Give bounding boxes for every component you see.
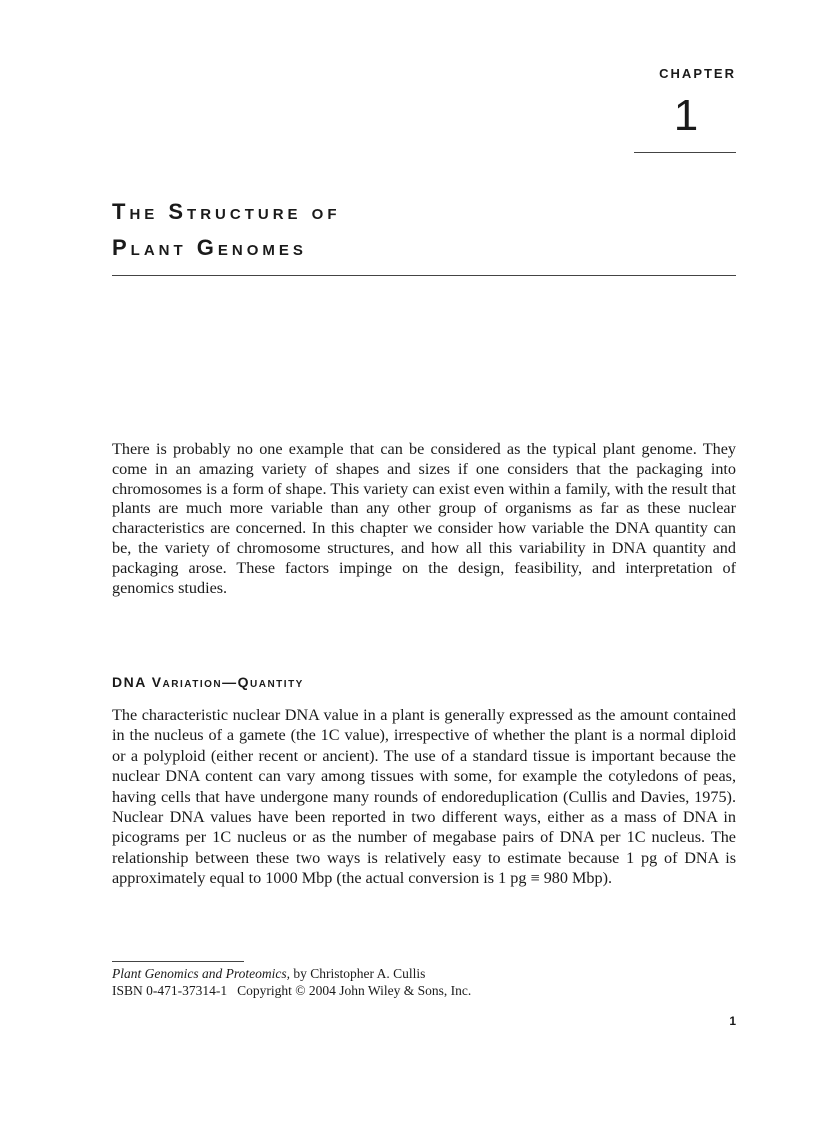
footnote-copyright: Copyright © 2004 John Wiley & Sons, Inc. [237,983,472,998]
chapter-title [112,194,341,266]
footnote-line-1 [112,965,736,982]
intro-paragraph: There is probably no one example that can be considered as the typical plant genome. They come in an amazing variety of shapes and sizes if one considers that the packaging into chromosomes is a form of shape. This variety can exist even within a family, with the result that plants are much more variable than any other group of organisms as far as these nuclear characteristics are concerned. In this chapter we consider how variable the DNA quantity can be, the variety of chromosome structures, and how all this variability in DNA quantity and packaging arose. These factors impinge on the design, feasibility, and interpretation of genomics studies. [112,440,736,597]
chapter-title-line-1: The Structure of [112,199,341,224]
chapter-title-line-2: Plant Genomes [112,235,307,260]
footnote-author: by Christopher A. Cullis [293,966,426,981]
chapter-label: CHAPTER [659,66,736,81]
footnote-rule [112,961,244,962]
chapter-number: 1 [673,91,699,140]
page-number: 1 [729,1014,736,1028]
footnote [112,965,736,999]
footnote-isbn: ISBN 0-471-37314-1 [112,983,228,998]
section-body-paragraph: The characteristic nuclear DNA value in a plant is generally expressed as the amount contained in the nucleus of a gamete (the 1C value), irrespective of whether the plant is a normal diploid or a polyploid (either recent or ancient). The use of a standard tissue is important because the nuclear DNA content can vary among tissues with some, for example the cotyledons of peas, having cells that have undergone many rounds of endoreduplication (Cullis and Davies, 1975). Nuclear DNA values have been reported in two different ways, either as a mass of DNA in picograms per 1C nucleus or as the number of megabase pairs of DNA per 1C nucleus. The relationship between these two ways is relatively easy to estimate because 1 pg of DNA is approximately equal to 1000 Mbp (the actual conversion is 1 pg ≡ 980 Mbp). [112,706,736,888]
footnote-line-2 [112,982,736,999]
section-heading: DNA Variation—Quantity [112,674,304,690]
chapter-number-rule [634,152,736,153]
footnote-book-title: Plant Genomics and Proteomics, [112,966,290,981]
title-rule [112,275,736,276]
